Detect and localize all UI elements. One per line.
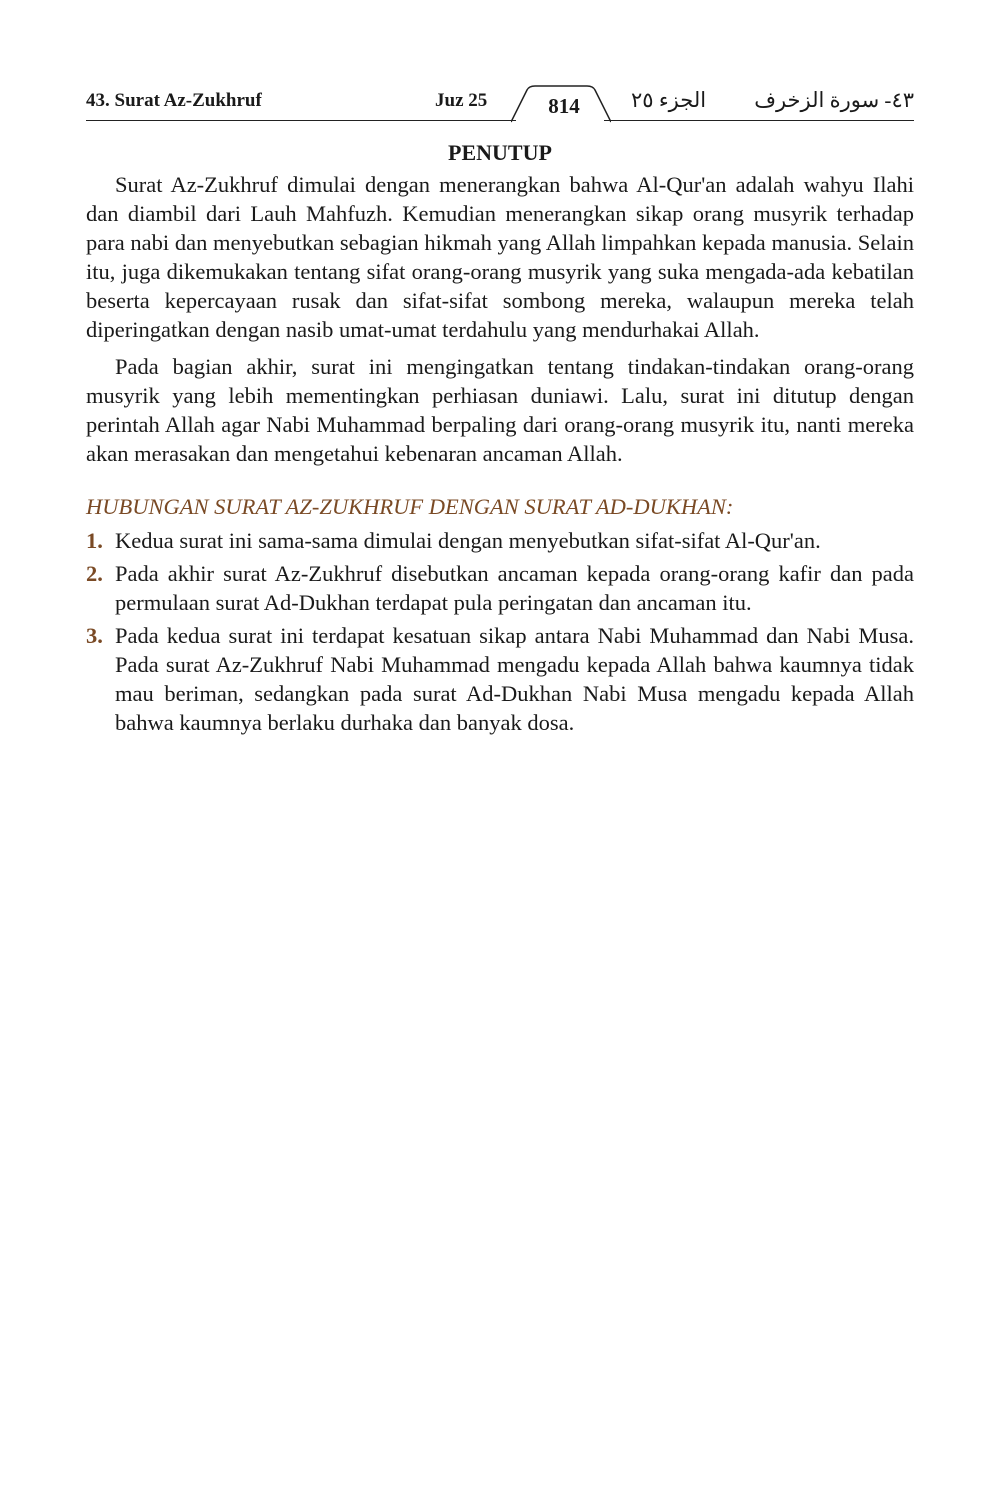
header-surah-name: 43. Surat Az-Zukhruf xyxy=(86,90,262,111)
list-number: 1. xyxy=(86,528,103,553)
list-number: 2. xyxy=(86,561,103,586)
paragraph: Pada bagian akhir, surat ini mengingatkan tentang tindakan-tindakan orang-orang musyrik yang lebih mementingkan perhiasan duniawi. Lalu, surat ini ditutup dengan perintah Allah agar Nabi Muhammad berpaling dari orang-orang musyrik itu, nanti mereka akan merasakan dan mengetahui kebenaran ancaman Allah. xyxy=(86,354,914,466)
header-juz-label: Juz 25 xyxy=(435,90,488,111)
page-header xyxy=(86,82,914,126)
header-surah-arabic: ٤٣- سورة الزخرف xyxy=(754,88,914,112)
page-content xyxy=(86,138,914,741)
subheading: HUBUNGAN SURAT AZ-ZUKHRUF DENGAN SURAT AD-DUKHAN: xyxy=(86,494,734,519)
header-rule-right xyxy=(604,120,914,121)
list-text: Pada kedua surat ini terdapat kesatuan sikap antara Nabi Muhammad dan Nabi Musa. Pada surat Az-Zukhruf Nabi Muhammad mengadu kepada Allah bahwa kaumnya tidak mau beriman, sedangkan pada surat Ad-Dukhan Nabi Musa mengadu kepada Allah bahwa kaumnya berlaku durhaka dan banyak dosa. xyxy=(115,623,914,735)
list-number: 3. xyxy=(86,623,103,648)
list-text: Kedua surat ini sama-sama dimulai dengan menyebutkan sifat-sifat Al-Qur'an. xyxy=(115,528,821,553)
page-number: 814 xyxy=(548,94,580,118)
paragraph: Surat Az-Zukhruf dimulai dengan menerangkan bahwa Al-Qur'an adalah wahyu Ilahi dan diambil dari Lauh Mahfuzh. Kemudian menerangkan sikap orang musyrik terhadap para nabi dan menyebutkan sebagian hikmah yang Allah limpahkan kepada manusia. Selain itu, juga dikemukakan tentang sifat orang-orang musyrik yang suka mengada-ada kebatilan beserta kepercayaan rusak dan sifat-sifat sombong mereka, walaupun mereka telah diperingatkan dengan nasib umat-umat terdahulu yang mendurhakai Allah. xyxy=(86,172,914,342)
header-rule-left xyxy=(86,120,516,121)
list-text: Pada akhir surat Az-Zukhruf disebutkan ancaman kepada orang-orang kafir dan pada permulaan surat Ad-Dukhan terdapat pula peringatan dan ancaman itu. xyxy=(115,561,914,615)
header-juz-arabic: الجزء ٢٥ xyxy=(631,88,707,112)
list-item xyxy=(86,526,914,555)
section-title: PENUTUP xyxy=(448,140,552,165)
list-item xyxy=(86,621,914,737)
relation-list xyxy=(86,526,914,737)
list-item xyxy=(86,559,914,617)
